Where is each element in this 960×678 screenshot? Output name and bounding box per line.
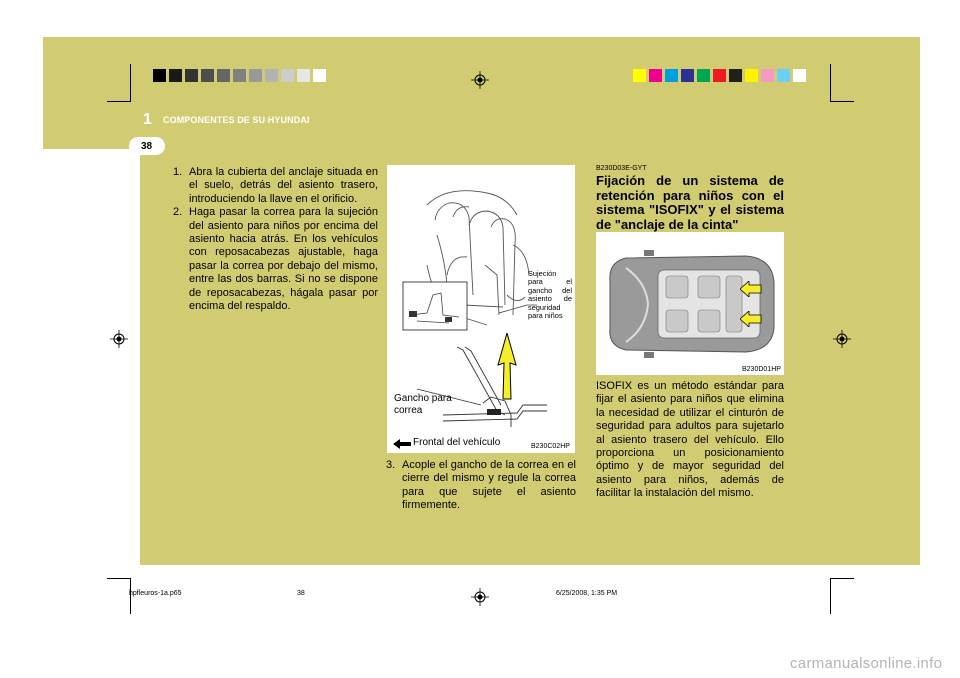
crop-mark: [107, 578, 131, 579]
gray-swatch: [249, 69, 262, 82]
figure-code: B230C02HP: [531, 443, 570, 450]
crop-mark: [830, 578, 854, 579]
registration-mark-icon: [110, 330, 128, 348]
hook-label: Gancho para correa: [394, 393, 452, 416]
isofix-body: ISOFIX es un método estándar para fijar el asiento para niños que elimina la necesidad de utilizar el cinturón de seguridad para adultos para sujetarlo al asiento trasero del vehículo. Ello proporciona un posicionamiento óptimo y de mayor seguridad del asiento para niños, además de facilitar la instalación del mismo.: [596, 380, 784, 500]
color-swatch: [793, 69, 806, 82]
registration-mark-icon: [833, 330, 851, 348]
gray-swatch: [233, 69, 246, 82]
figure-isofix: [596, 232, 784, 375]
chapter-number: 1: [143, 111, 152, 128]
color-swatch: [745, 69, 758, 82]
gray-swatch: [281, 69, 294, 82]
figure-seat-tether: [387, 165, 575, 453]
watermark: carmanualsonline.info: [790, 655, 943, 672]
color-swatch: [633, 69, 646, 82]
arrow-left-icon: [393, 439, 411, 449]
arrow-left-icon: [740, 281, 762, 297]
gray-swatch: [265, 69, 278, 82]
crop-mark: [830, 578, 831, 614]
chapter-title: COMPONENTES DE SU HYUNDAI: [163, 115, 310, 125]
header-band: [43, 37, 920, 149]
front-label: Frontal del vehículo: [413, 437, 501, 448]
section-heading: Fijación de un sistema de retención para niños con el sistema "ISOFIX" y el sistema de "anclaje de la cinta": [596, 173, 784, 232]
gray-swatch-bar: [153, 69, 329, 82]
left-column: [173, 166, 378, 313]
figure-code: B230D01HP: [742, 366, 781, 373]
page-number: 38: [141, 141, 153, 152]
section-code: B230D03E-GYT: [596, 165, 647, 172]
gray-swatch: [217, 69, 230, 82]
list-item-number: 1.: [173, 166, 183, 178]
footer-page: 38: [297, 590, 305, 597]
color-swatch: [729, 69, 742, 82]
registration-mark-icon: [471, 71, 489, 89]
list-item-text: Haga pasar la correa para la sujeción del asiento para niños por encima del asiento hacia atrás. En los vehículos con reposacabezas ajustable, haga pasar la correa por debajo del mismo, entre las dos barras. Si no se dispone de reposacabezas, hágala pasar por encima del respaldo.: [189, 206, 378, 313]
arrow-up-icon: [497, 333, 517, 401]
color-swatch: [681, 69, 694, 82]
gray-swatch: [185, 69, 198, 82]
list-item: [386, 459, 576, 513]
footer-file: hpfleuros-1a.p65: [129, 590, 182, 597]
gray-swatch: [169, 69, 182, 82]
registration-mark-icon: [471, 588, 489, 606]
crop-mark: [130, 64, 131, 102]
crop-mark: [830, 101, 854, 102]
crop-mark: [830, 64, 831, 102]
list-item-text: Acople el gancho de la correa en el cierre del mismo y regule la correa para que sujete el asiento firmemente.: [402, 459, 576, 512]
list-item: [173, 206, 378, 313]
gray-swatch: [153, 69, 166, 82]
color-swatch-bar: [633, 69, 809, 82]
list-item-number: 3.: [386, 459, 396, 471]
list-item-text: Abra la cubierta del anclaje situada en el suelo, detrás del asiento trasero, introduciendo la llave en el orificio.: [189, 166, 378, 205]
car-top-view-illustration: [596, 232, 784, 375]
arrow-left-icon: [740, 311, 762, 327]
gray-swatch: [297, 69, 310, 82]
footer-date: 6/25/2008, 1:35 PM: [556, 590, 618, 597]
color-swatch: [713, 69, 726, 82]
gray-swatch: [313, 69, 326, 82]
mid-column: [386, 459, 576, 513]
color-swatch: [649, 69, 662, 82]
color-swatch: [761, 69, 774, 82]
list-item-number: 2.: [173, 206, 183, 219]
color-swatch: [697, 69, 710, 82]
color-swatch: [665, 69, 678, 82]
tether-label: Sujeción para el gancho del asiento de seguridad para niños: [528, 269, 572, 321]
color-swatch: [777, 69, 790, 82]
crop-mark: [107, 101, 131, 102]
list-item: [173, 166, 378, 206]
gray-swatch: [201, 69, 214, 82]
